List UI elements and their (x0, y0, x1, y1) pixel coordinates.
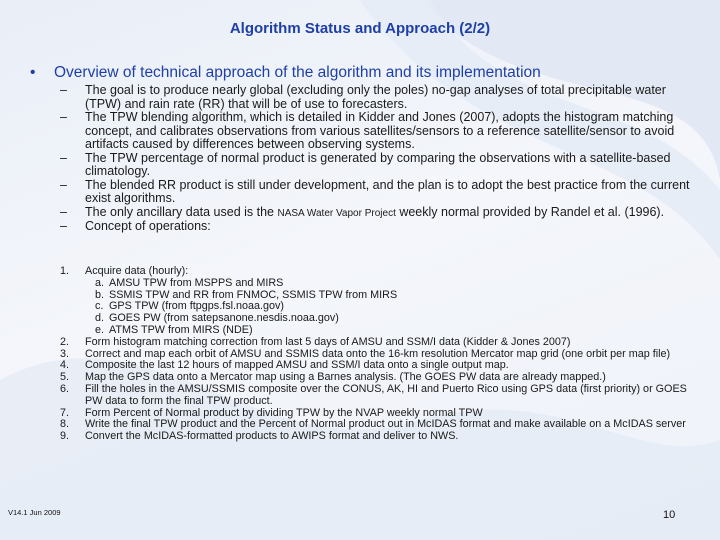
step-number: 6. (60, 382, 70, 395)
bullet-point: • (30, 64, 36, 81)
step-text: Form Percent of Normal product by dividing TPW by the NVAP weekly normal TPW (85, 406, 483, 419)
dash-marker: – (60, 177, 67, 192)
step-number: 1. (60, 265, 70, 277)
step-text: Write the final TPW product and the Percent of Normal product out in McIDAS format and make available on a McIDAS server (85, 418, 686, 431)
step-number: 2. (60, 335, 70, 348)
substep-text: AMSU TPW from MSPPS and MIRS (109, 276, 284, 289)
overview-heading-text: Overview of technical approach of the algorithm and its implementation (54, 64, 541, 81)
substep-letter: c. (95, 300, 104, 313)
dash-item-concept (60, 220, 700, 234)
ancillary-text-post: weekly normal provided by Randel et al. (1996). (395, 204, 665, 219)
substep-list (85, 278, 700, 337)
substep-text: SSMIS TPW and RR from FNMOC, SSMIS TPW from MIRS (109, 288, 398, 301)
substep-text: ATMS TPW from MIRS (NDE) (109, 323, 253, 336)
substep-letter: d. (95, 312, 105, 325)
substep-letter: e. (95, 323, 105, 336)
dash-item-text: The TPW blending algorithm, which is detailed in Kidder and Jones (2007), adopts the histogram matching concept, and calibrates observations from various satellites/sensors to a reference satellite/sensor to avoid artifacts caused by differences between observing systems. (85, 110, 675, 151)
substep-text: GOES PW (from satepsanone.nesdis.noaa.gov) (109, 312, 339, 325)
step-number: 8. (60, 418, 70, 431)
dash-item-ancillary (60, 206, 700, 221)
ancillary-text-pre: The only ancillary data used is the (85, 204, 278, 219)
dash-marker: – (60, 219, 67, 233)
step-item (60, 431, 700, 443)
overview-heading (30, 64, 541, 82)
dash-marker: – (60, 204, 67, 219)
substep-text: GPS TPW (from ftpgps.fsl.noaa.gov) (109, 300, 285, 313)
step-item (60, 266, 700, 337)
step-text: Fill the holes in the AMSU/SSMIS composite over the CONUS, AK, HI and Puerto Rico using GPS data (first priority) or GOES PW data to form the final TPW product. (85, 382, 687, 407)
step-number: 3. (60, 347, 70, 360)
dash-marker: – (60, 83, 67, 97)
step-item (60, 384, 700, 408)
step-text: Map the GPS data onto a Mercator map using a Barnes analysis. (The GOES PW data are already mapped.) (85, 371, 606, 384)
step-number: 9. (60, 430, 70, 443)
dash-item (60, 179, 700, 206)
dash-list (60, 84, 700, 234)
version-label: V14.1 Jun 2009 (8, 508, 61, 517)
step-number: 5. (60, 371, 70, 384)
dash-item-text: The blended RR product is still under development, and the plan is to adopt the best practice from the current exist algorithms. (85, 177, 690, 205)
step-number: 4. (60, 359, 70, 372)
step-text: Correct and map each orbit of AMSU and SSMIS data onto the 16-km resolution Mercator map grid (one orbit per map file) (85, 347, 671, 360)
page-number: 10 (663, 509, 676, 521)
dash-item-text: The TPW percentage of normal product is generated by comparing the observations with a satellite-based climatology. (85, 150, 671, 178)
dash-item (60, 111, 700, 152)
step-text: Convert the McIDAS-formatted products to AWIPS format and deliver to NWS. (85, 430, 459, 443)
dash-item (60, 84, 700, 111)
step-number: 7. (60, 406, 70, 419)
concept-text: Concept of operations: (85, 219, 211, 233)
dash-marker: – (60, 110, 67, 124)
dash-item (60, 152, 700, 179)
substep-letter: a. (95, 276, 105, 289)
operations-steps (60, 266, 700, 443)
dash-marker: – (60, 150, 67, 165)
slide-title: Algorithm Status and Approach (2/2) (229, 20, 491, 37)
step-text: Form histogram matching correction from last 5 days of AMSU and SSM/I data (Kidder & Jones 2007) (85, 335, 571, 348)
step-text: Composite the last 12 hours of mapped AMSU and SSM/I data onto a single output map. (85, 359, 509, 372)
dash-item-text: The goal is to produce nearly global (excluding only the poles) no-gap analyses of total precipitable water (TPW) and rain rate (RR) that will be of use to forecasters. (85, 83, 666, 111)
substep-letter: b. (95, 288, 105, 301)
step-text: Acquire data (hourly): (85, 265, 189, 277)
ancillary-project-name: NASA Water Vapor Project (277, 207, 396, 219)
